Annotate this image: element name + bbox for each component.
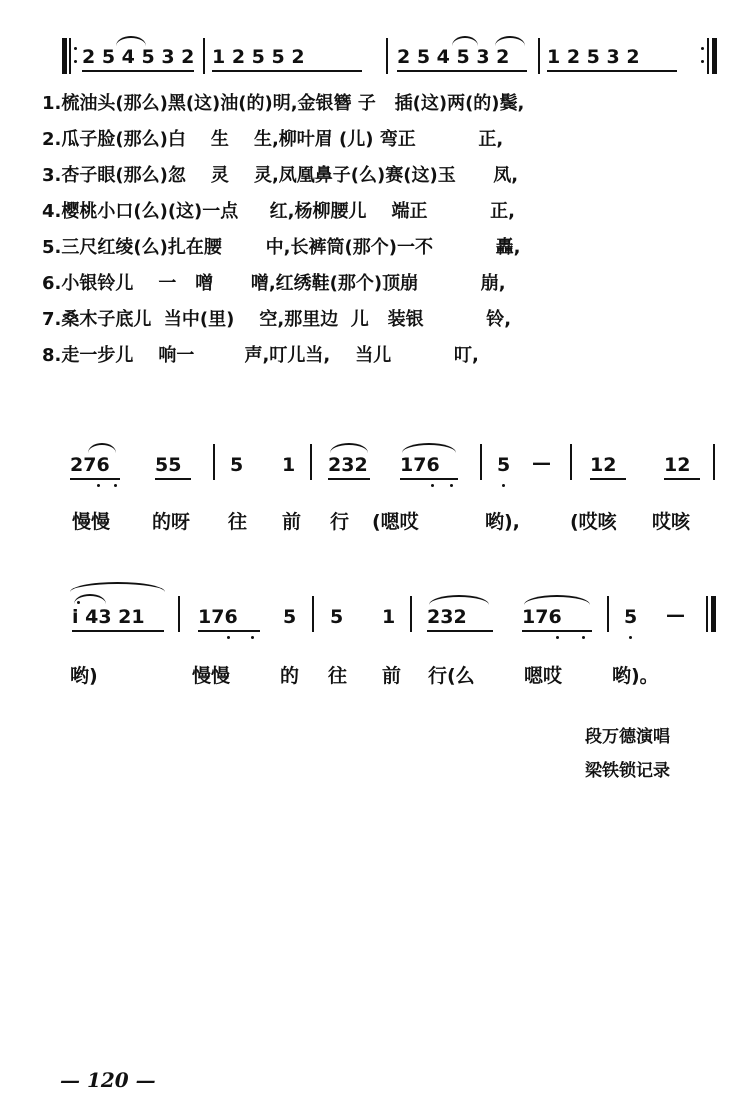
verse-line: 3.杏子眼(那么)忽 灵 灵,凤凰鼻子(么)赛(这)玉 凤,	[42, 165, 519, 186]
repeat-end-barline	[712, 38, 717, 74]
measure-4: 1 2 5 3 2	[547, 46, 640, 68]
notation-row-3: i 43 21 176 5 5 1 232 176 5 —	[0, 580, 750, 635]
verse-line: 5.三尺红绫(么)扎在腰 中,长裤筒(那个)一不 轟,	[42, 237, 521, 258]
singer-credit: 段万德演唱	[585, 727, 670, 747]
measure-1: 2 5 4 5 3 2	[82, 46, 195, 68]
verse-line: 1.梳油头(那么)黑(这)油(的)明,金银簪 子 插(这)两(的)鬓,	[42, 93, 525, 114]
verse-line: 4.樱桃小口(么)(这)一点 红,杨柳腰儿 端正 正,	[42, 201, 516, 222]
recorder-credit: 梁铁锁记录	[585, 761, 670, 781]
barline	[203, 38, 205, 74]
verse-line: 8.走一步儿 响一 声,叮儿当, 当儿 叮,	[42, 345, 479, 366]
barline	[707, 38, 709, 74]
verse-line: 7.桑木子底儿 当中(里) 空,那里边 儿 装银 铃,	[42, 309, 512, 330]
barline	[69, 38, 71, 74]
notation-row-2: 276 55 5 1 232 176 5 — 12 12	[0, 430, 750, 480]
repeat-start-barline	[62, 38, 67, 74]
measure-3: 2 5 4 5 3 2	[397, 46, 510, 68]
notation-row-1	[0, 30, 750, 75]
page-number: — 120 —	[60, 1068, 156, 1092]
measure-2: 1 2 5 5 2	[212, 46, 305, 68]
verse-line: 6.小银铃儿 一 噌 噌,红绣鞋(那个)顶崩 崩,	[42, 273, 506, 294]
barline	[386, 38, 388, 74]
barline	[538, 38, 540, 74]
final-barline	[711, 596, 716, 632]
verse-line: 2.瓜子脸(那么)白 生 生,柳叶眉 (儿) 弯正 正,	[42, 129, 504, 150]
